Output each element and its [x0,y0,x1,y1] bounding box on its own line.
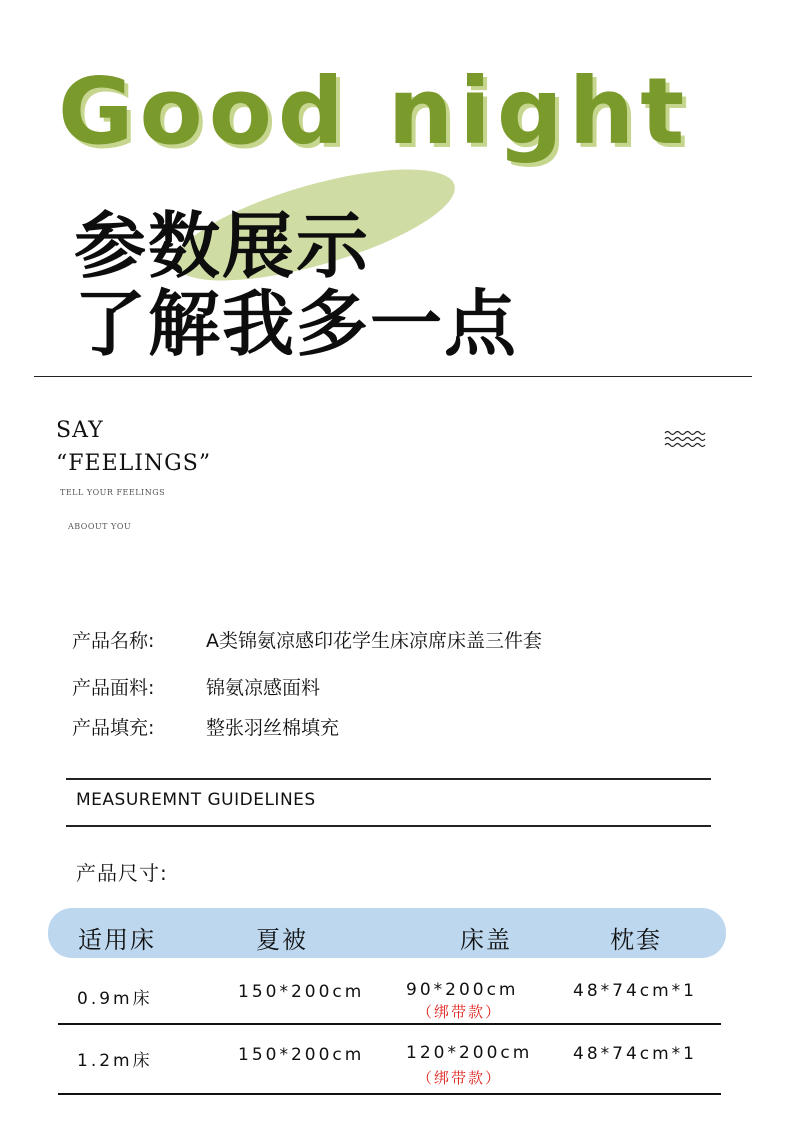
about-you-text: ABOOUT YOU [68,522,132,531]
heading-cn-line1: 参数展示 [74,204,371,288]
size-title: 产品尺寸: [76,861,168,885]
table-header-cover: 床盖 [460,926,512,954]
product-filling-label: 产品填充: [72,717,155,739]
table-cell-pillow: 48*74cm*1 [573,1044,697,1064]
title-good-night: Good night [58,58,691,165]
measurement-heading: MEASUREMNT GUIDELINES [76,790,316,810]
table-cell-cover-note: （绑带款） [417,1003,503,1021]
wave-lines-icon [664,430,706,452]
table-cell-pillow: 48*74cm*1 [573,981,697,1001]
table-cell-cover: 120*200cm [406,1043,533,1063]
product-name-value: A类锦氨凉感印花学生床凉席床盖三件套 [206,630,542,652]
divider-measure-bottom [66,825,711,827]
tell-your-feelings-text: TELL YOUR FEELINGS [60,488,166,497]
table-cell-quilt: 150*200cm [238,982,365,1002]
product-filling-row [72,713,339,740]
table-row-divider [58,1023,721,1025]
feelings-text: “FEELINGS” [56,451,212,476]
product-name-label: 产品名称: [72,630,155,652]
product-fabric-label: 产品面料: [72,677,155,699]
product-name-row [72,626,542,653]
heading-cn-line2: 了解我多一点 [74,282,519,366]
divider-top [34,376,752,377]
product-filling-value: 整张羽丝棉填充 [206,717,340,739]
table-cell-quilt: 150*200cm [238,1045,365,1065]
product-fabric-value: 锦氨凉感面料 [206,677,321,699]
table-header-pillow: 枕套 [610,926,662,954]
table-row-divider [58,1093,721,1095]
say-text: SAY [56,418,104,443]
table-header-quilt: 夏被 [256,926,308,954]
table-header-bed: 适用床 [78,926,156,954]
table-cell-bed: 1.2m床 [77,1051,153,1071]
table-cell-cover-note: （绑带款） [417,1069,503,1087]
table-cell-cover: 90*200cm [406,980,519,1000]
divider-measure-top [66,778,711,780]
table-cell-bed: 0.9m床 [77,989,153,1009]
product-fabric-row [72,673,320,700]
